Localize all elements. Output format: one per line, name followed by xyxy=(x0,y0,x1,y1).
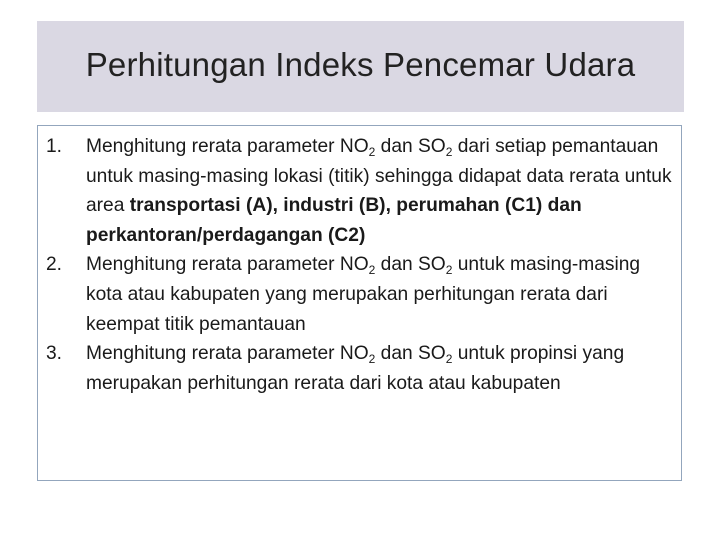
list-item-text: Menghitung rerata parameter $NO_2$ dan $SO_2$ untuk propinsi yang merupakan perhitungan rerata dari kota atau kabupaten xyxy=(86,343,625,394)
slide-title: Perhitungan Indeks Pencemar Udara xyxy=(85,45,636,83)
content-box xyxy=(37,125,682,481)
subscript: 2 xyxy=(368,263,376,278)
bold-text: transportasi (A), industri (B), perumahan (C1) dan perkantoran/perdagangan (C2) xyxy=(86,195,582,246)
subscript: 2 xyxy=(368,145,376,159)
list-item-number: 3. xyxy=(46,343,63,365)
list-item-3 xyxy=(46,339,680,398)
title-bar xyxy=(37,21,684,112)
list-item-2 xyxy=(46,250,680,339)
subscript: 2 xyxy=(445,145,453,159)
subscript: 2 xyxy=(445,352,453,367)
numbered-list xyxy=(46,132,680,398)
list-item-number: 1. xyxy=(46,136,63,157)
list-item-number: 2. xyxy=(46,254,63,276)
list-item-1 xyxy=(46,132,680,250)
list-item-text: Menghitung rerata parameter $NO_2$ dan $SO_2$ untuk masing-masing kota atau kabupaten yang merupakan perhitungan rerata dari keempat titik pemantauan xyxy=(86,254,641,335)
list-item-text: Menghitung rerata parameter $NO_2$ dan $SO_2$ dari setiap pemantauan untuk masing-masing lokasi (titik) sehingga didapat data rerata untuk area transportasi (A), industri (B), perumahan (C1) dan perkantoran/perdagangan (C2) xyxy=(86,136,672,246)
subscript: 2 xyxy=(445,263,453,278)
subscript: 2 xyxy=(368,352,376,367)
